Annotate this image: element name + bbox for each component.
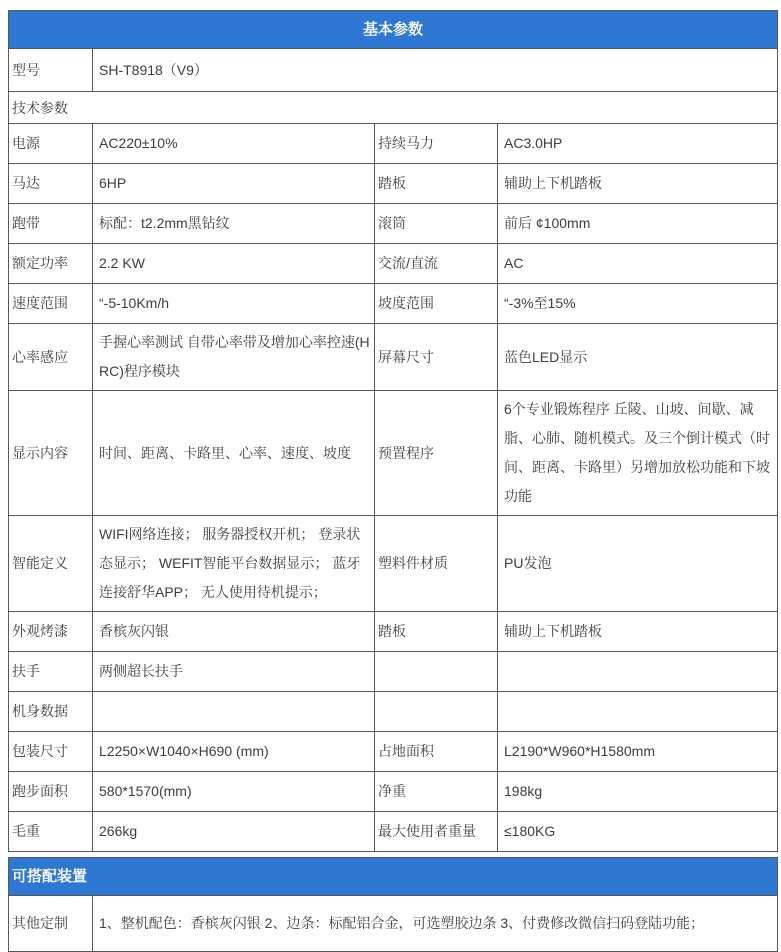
model-value-cell: SH-T8918（V9） xyxy=(93,49,778,92)
motor-value-cell: 6HP xyxy=(93,164,375,204)
tech-section-cell: 技术参数 xyxy=(9,92,778,124)
incline-value-cell: “-3%至15% xyxy=(498,284,778,324)
basic-params-header: 基本参数 xyxy=(9,11,778,49)
plastic-label-cell: 塑料件材质 xyxy=(375,516,498,612)
row-heart-rate xyxy=(9,324,778,391)
power-value-cell: AC220±10% xyxy=(93,124,375,164)
power-label-cell: 电源 xyxy=(9,124,93,164)
custom-value-cell: 1、整机配色：香槟灰闪银 2、边条：标配铝合金，可选塑胶边条 3、付费修改微信扫码登陆功能； xyxy=(93,896,778,952)
row-belt xyxy=(9,204,778,244)
row-model xyxy=(9,49,778,92)
optional-devices-table xyxy=(8,857,778,952)
row-speed xyxy=(9,284,778,324)
net-weight-value-cell: 198kg xyxy=(498,772,778,812)
row-handrail xyxy=(9,652,778,692)
row-display xyxy=(9,391,778,516)
row-package xyxy=(9,732,778,772)
horsepower-label-cell: 持续马力 xyxy=(375,124,498,164)
custom-label-cell: 其他定制 xyxy=(9,896,93,952)
heart-rate-value-cell: 手握心率测试 自带心率带及增加心率控速(HRC)程序模块 xyxy=(93,324,375,391)
run-area-value-cell: 580*1570(mm) xyxy=(93,772,375,812)
smart-label-cell: 智能定义 xyxy=(9,516,93,612)
row-power xyxy=(9,124,778,164)
row-run-area xyxy=(9,772,778,812)
empty-cell xyxy=(93,692,375,732)
current-value-cell: AC xyxy=(498,244,778,284)
belt-label-cell: 跑带 xyxy=(9,204,93,244)
plastic-value-cell: PU发泡 xyxy=(498,516,778,612)
max-user-label-cell: 最大使用者重量 xyxy=(375,812,498,852)
pedal-label-cell: 踏板 xyxy=(375,164,498,204)
package-label-cell: 包装尺寸 xyxy=(9,732,93,772)
motor-label-cell: 马达 xyxy=(9,164,93,204)
basic-params-header-row xyxy=(9,11,778,49)
programs-value-cell: 6个专业锻炼程序 丘陵、山坡、间歇、减脂、心肺、随机模式。及三个倒计模式（时间、距离、卡路里）另增加放松功能和下坡功能 xyxy=(498,391,778,516)
row-tech-section xyxy=(9,92,778,124)
rated-power-value-cell: 2.2 KW xyxy=(93,244,375,284)
current-label-cell: 交流/直流 xyxy=(375,244,498,284)
paint-value-cell: 香槟灰闪银 xyxy=(93,612,375,652)
smart-value-cell: WIFI网络连接； 服务器授权开机； 登录状态显示； WEFIT智能平台数据显示； 蓝牙连接舒华APP； 无人使用待机提示； xyxy=(93,516,375,612)
row-custom xyxy=(9,896,778,952)
row-gross-weight xyxy=(9,812,778,852)
max-user-value-cell: ≤180KG xyxy=(498,812,778,852)
display-label-cell: 显示内容 xyxy=(9,391,93,516)
empty-cell xyxy=(498,652,778,692)
display-value-cell: 时间、距离、卡路里、心率、速度、坡度 xyxy=(93,391,375,516)
handrail-value-cell: 两侧超长扶手 xyxy=(93,652,375,692)
basic-params-table xyxy=(8,10,778,852)
incline-label-cell: 坡度范围 xyxy=(375,284,498,324)
body-data-label-cell: 机身数据 xyxy=(9,692,93,732)
roller-value-cell: 前后 ¢100mm xyxy=(498,204,778,244)
paint-label-cell: 外观烤漆 xyxy=(9,612,93,652)
optional-devices-header: 可搭配装置 xyxy=(9,858,778,896)
empty-cell xyxy=(375,652,498,692)
gross-weight-label-cell: 毛重 xyxy=(9,812,93,852)
pedal2-label-cell: 踏板 xyxy=(375,612,498,652)
screen-value-cell: 蓝色LED显示 xyxy=(498,324,778,391)
model-label-cell: 型号 xyxy=(9,49,93,92)
row-smart xyxy=(9,516,778,612)
pedal2-value-cell: 辅助上下机踏板 xyxy=(498,612,778,652)
speed-label-cell: 速度范围 xyxy=(9,284,93,324)
screen-label-cell: 屏幕尺寸 xyxy=(375,324,498,391)
gross-weight-value-cell: 266kg xyxy=(93,812,375,852)
rated-power-label-cell: 额定功率 xyxy=(9,244,93,284)
belt-value-cell: 标配：t2.2mm黑钻纹 xyxy=(93,204,375,244)
footprint-value-cell: L2190*W960*H1580mm xyxy=(498,732,778,772)
row-paint xyxy=(9,612,778,652)
empty-cell xyxy=(498,692,778,732)
horsepower-value-cell: AC3.0HP xyxy=(498,124,778,164)
row-motor xyxy=(9,164,778,204)
handrail-label-cell: 扶手 xyxy=(9,652,93,692)
heart-rate-label-cell: 心率感应 xyxy=(9,324,93,391)
footprint-label-cell: 占地面积 xyxy=(375,732,498,772)
run-area-label-cell: 跑步面积 xyxy=(9,772,93,812)
programs-label-cell: 预置程序 xyxy=(375,391,498,516)
roller-label-cell: 滚筒 xyxy=(375,204,498,244)
package-value-cell: L2250×W1040×H690 (mm) xyxy=(93,732,375,772)
row-rated-power xyxy=(9,244,778,284)
pedal-value-cell: 辅助上下机踏板 xyxy=(498,164,778,204)
net-weight-label-cell: 净重 xyxy=(375,772,498,812)
row-body-data xyxy=(9,692,778,732)
empty-cell xyxy=(375,692,498,732)
optional-devices-header-row xyxy=(9,858,778,896)
speed-value-cell: “-5-10Km/h xyxy=(93,284,375,324)
